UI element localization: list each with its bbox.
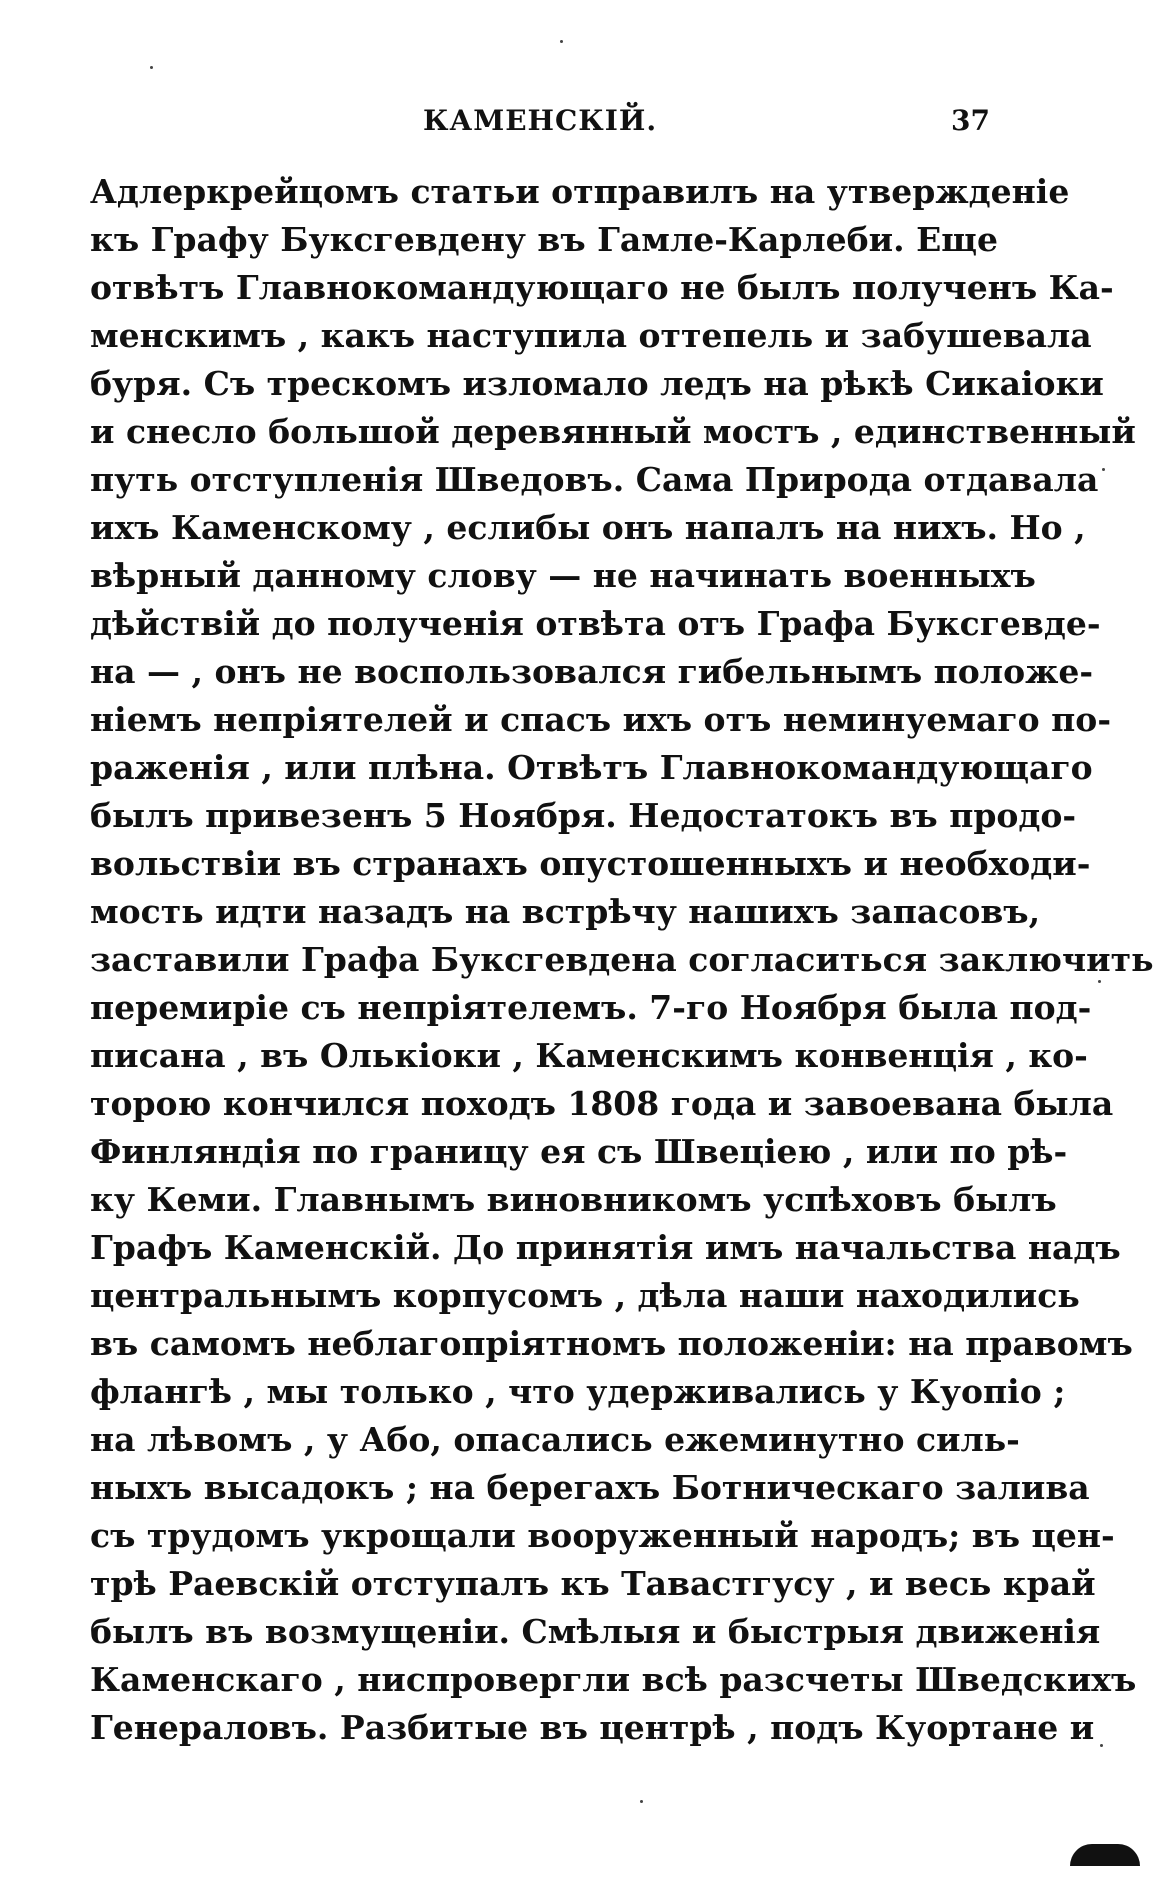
text-line: ихъ Каменскому , еслибы онъ напалъ на нихъ. Но , — [90, 508, 1086, 547]
text-line: Графъ Каменскій. До принятія имъ начальства надъ — [90, 1228, 1121, 1267]
text-line: центральнымъ корпусомъ , дѣла наши находились — [90, 1276, 1080, 1315]
text-line: къ Графу Буксгевдену въ Гамле-Карлеби. Еще — [90, 220, 998, 259]
text-line: торою кончился походъ 1808 года и завоевана была — [90, 1084, 1114, 1123]
scan-speck — [1102, 468, 1105, 471]
text-line: былъ привезенъ 5 Ноября. Недостатокъ въ продо- — [90, 796, 1077, 835]
text-line: трѣ Раевскій отступалъ къ Тавастгусу , и весь край — [90, 1564, 1096, 1603]
text-line: буря. Съ трескомъ изломало ледъ на рѣкѣ Сикаіоки — [90, 364, 1104, 403]
text-line: и снесло большой деревянный мостъ , единственный — [90, 412, 1136, 451]
text-line: ку Кеми. Главнымъ виновникомъ успѣховъ былъ — [90, 1180, 1057, 1219]
text-line: съ трудомъ укрощали вооруженный народъ; въ цен- — [90, 1516, 1115, 1555]
text-line: путь отступленія Шведовъ. Сама Природа отдавала — [90, 460, 1099, 499]
running-head — [90, 100, 990, 144]
page-number: 37 — [951, 104, 990, 137]
text-line: въ самомъ неблагопріятномъ положеніи: на правомъ — [90, 1324, 1133, 1363]
text-line: ніемъ непріятелей и спасъ ихъ отъ неминуемаго по- — [90, 700, 1112, 739]
text-line: менскимъ , какъ наступила оттепель и забушевала — [90, 316, 1092, 355]
text-line: былъ въ возмущеніи. Смѣлыя и быстрыя движенія — [90, 1612, 1101, 1651]
text-line: мость идти назадъ на встрѣчу нашихъ запасовъ, — [90, 892, 1041, 931]
scan-speck — [150, 66, 153, 69]
text-line: Генераловъ. Разбитые въ центрѣ , подъ Куортане и — [90, 1708, 1095, 1747]
text-line: раженія , или плѣна. Отвѣтъ Главнокомандующаго — [90, 748, 1093, 787]
scan-speck — [640, 1800, 643, 1803]
text-line: на — , онъ не воспользовался гибельнымъ положе- — [90, 652, 1094, 691]
text-line: флангѣ , мы только , что удерживались у Куопіо ; — [90, 1372, 1066, 1411]
scan-speck — [1100, 1744, 1103, 1747]
text-line: вольствіи въ странахъ опустошенныхъ и необходи- — [90, 844, 1091, 883]
text-line: ныхъ высадокъ ; на берегахъ Ботническаго залива — [90, 1468, 1090, 1507]
body-text — [90, 168, 1154, 1752]
text-line: Финляндія по границу ея съ Швеціею , или по рѣ- — [90, 1132, 1068, 1171]
text-line: на лѣвомъ , у Або, опасались ежеминутно силь- — [90, 1420, 1020, 1459]
text-line: писана , въ Олькіоки , Каменскимъ конвенція , ко- — [90, 1036, 1088, 1075]
text-line: заставили Графа Буксгевдена согласиться заключить — [90, 940, 1154, 979]
text-line: отвѣтъ Главнокомандующаго не былъ полученъ Ка- — [90, 268, 1114, 307]
running-title: КАМЕНСКІЙ. — [422, 104, 658, 137]
text-line: Адлеркрейцомъ статьи отправилъ на утвержденіе — [90, 172, 1070, 211]
scan-speck — [560, 40, 563, 43]
text-line: вѣрный данному слову — не начинать военныхъ — [90, 556, 1036, 595]
scan-speck — [1098, 980, 1101, 983]
text-line: перемиріе съ непріятелемъ. 7-го Ноября была под- — [90, 988, 1092, 1027]
text-line: дѣйствій до полученія отвѣта отъ Графа Буксгевде- — [90, 604, 1101, 643]
text-line: Каменскаго , ниспровергли всѣ разсчеты Шведскихъ — [90, 1660, 1137, 1699]
ink-blot — [1070, 1844, 1140, 1866]
